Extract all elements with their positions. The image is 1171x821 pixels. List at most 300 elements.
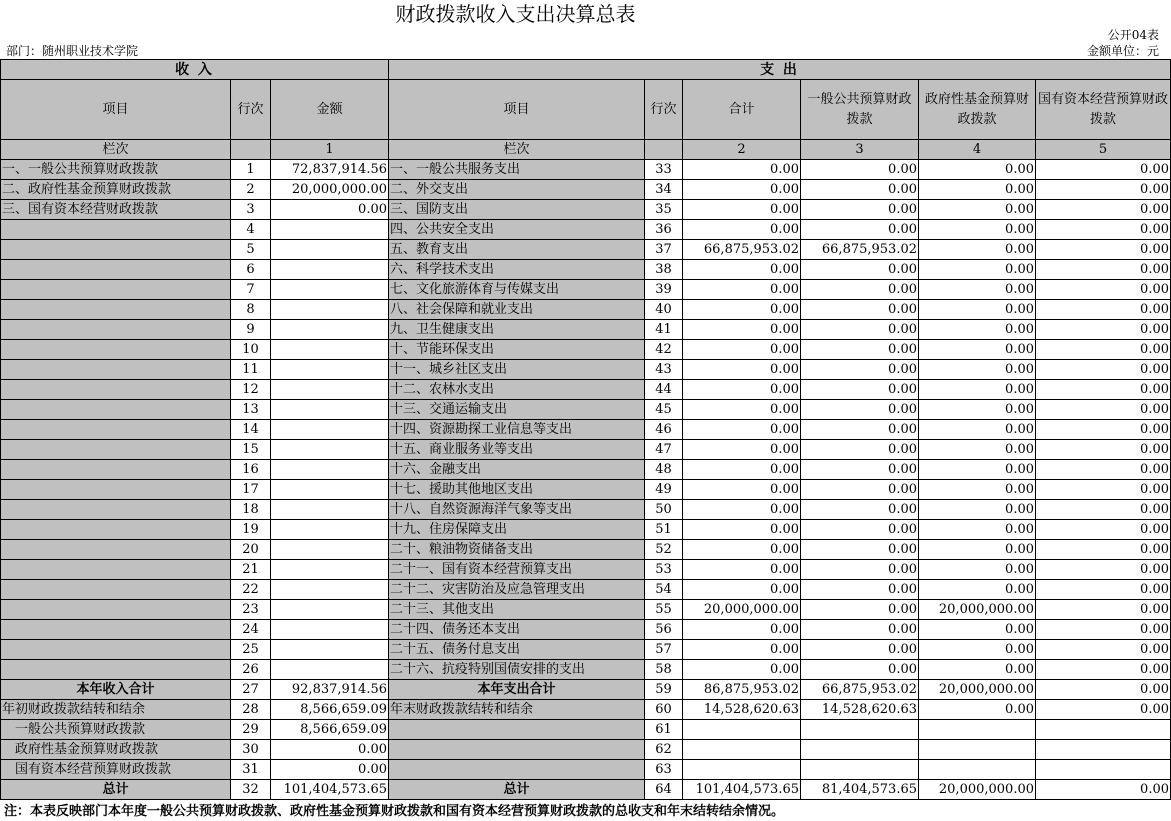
expense-item: 十九、住房保障支出 — [389, 520, 645, 540]
year-expense-state-capital: 0.00 — [1036, 680, 1171, 700]
expense-general: 0.00 — [801, 460, 919, 480]
expense-total: 0.00 — [683, 200, 801, 220]
expense-line-no: 50 — [645, 500, 683, 520]
header-item: 项目 — [1, 80, 231, 140]
income-amount — [271, 540, 389, 560]
b2-exp-no: 62 — [645, 740, 683, 760]
lan-c4: 4 — [919, 140, 1036, 160]
title-text: 财政拨款收入支出决算总表 — [395, 2, 636, 26]
blank-cell — [1036, 740, 1171, 760]
expense-item: 九、卫生健康支出 — [389, 320, 645, 340]
total-expense-state-capital: 0.00 — [1036, 780, 1171, 800]
expense-general: 0.00 — [801, 280, 919, 300]
expense-item: 十一、城乡社区支出 — [389, 360, 645, 380]
expense-line-no: 46 — [645, 420, 683, 440]
income-item — [1, 620, 231, 640]
expense-item: 四、公共安全支出 — [389, 220, 645, 240]
income-line-no: 8 — [231, 300, 271, 320]
table-row — [1, 320, 1171, 340]
blank-cell — [919, 720, 1036, 740]
expense-item: 二十三、其他支出 — [389, 600, 645, 620]
expense-general: 0.00 — [801, 380, 919, 400]
expense-item: 十八、自然资源海洋气象等支出 — [389, 500, 645, 520]
b2-label: 政府性基金预算财政拨款 — [1, 740, 231, 760]
expense-item: 十四、资源勘探工业信息等支出 — [389, 420, 645, 440]
expense-general: 0.00 — [801, 400, 919, 420]
expense-state-capital: 0.00 — [1036, 500, 1171, 520]
expense-line-no: 41 — [645, 320, 683, 340]
total-expense-general: 81,404,573.65 — [801, 780, 919, 800]
expense-total: 0.00 — [683, 260, 801, 280]
income-amount — [271, 300, 389, 320]
end-balance-state-capital: 0.00 — [1036, 700, 1171, 720]
expense-line-no: 40 — [645, 300, 683, 320]
expense-total: 0.00 — [683, 300, 801, 320]
expense-total: 0.00 — [683, 360, 801, 380]
income-line-no: 24 — [231, 620, 271, 640]
income-amount — [271, 240, 389, 260]
total-expense-total: 101,404,573.65 — [683, 780, 801, 800]
lan-label-2: 栏次 — [389, 140, 645, 160]
income-amount — [271, 280, 389, 300]
income-line-no: 12 — [231, 380, 271, 400]
expense-gov-fund: 0.00 — [919, 640, 1036, 660]
header-line-no: 行次 — [231, 80, 271, 140]
begin-balance-no: 28 — [231, 700, 271, 720]
expense-general: 0.00 — [801, 560, 919, 580]
expense-general: 0.00 — [801, 300, 919, 320]
expense-general: 0.00 — [801, 660, 919, 680]
income-item — [1, 300, 231, 320]
expense-gov-fund: 0.00 — [919, 220, 1036, 240]
table-row — [1, 340, 1171, 360]
expense-general: 0.00 — [801, 180, 919, 200]
expense-total: 20,000,000.00 — [683, 600, 801, 620]
b2-no: 30 — [231, 740, 271, 760]
expense-total: 0.00 — [683, 400, 801, 420]
income-amount — [271, 420, 389, 440]
header-total: 合计 — [683, 80, 801, 140]
income-item — [1, 520, 231, 540]
expense-gov-fund: 0.00 — [919, 440, 1036, 460]
expense-item: 十三、交通运输支出 — [389, 400, 645, 420]
expense-total: 0.00 — [683, 160, 801, 180]
income-amount — [271, 480, 389, 500]
income-amount — [271, 220, 389, 240]
expense-gov-fund: 0.00 — [919, 460, 1036, 480]
table-row — [1, 500, 1171, 520]
expense-total: 0.00 — [683, 320, 801, 340]
expense-general: 0.00 — [801, 640, 919, 660]
expense-state-capital: 0.00 — [1036, 280, 1171, 300]
expense-state-capital: 0.00 — [1036, 380, 1171, 400]
expense-gov-fund: 0.00 — [919, 480, 1036, 500]
end-balance-gov-fund: 0.00 — [919, 700, 1036, 720]
end-balance-label: 年末财政拨款结转和结余 — [389, 700, 645, 720]
table-row — [1, 400, 1171, 420]
expense-state-capital: 0.00 — [1036, 580, 1171, 600]
income-line-no: 22 — [231, 580, 271, 600]
income-item — [1, 380, 231, 400]
expense-line-no: 52 — [645, 540, 683, 560]
expense-line-no: 56 — [645, 620, 683, 640]
income-item — [1, 600, 231, 620]
expense-item: 二十二、灾害防治及应急管理支出 — [389, 580, 645, 600]
total-expense-label: 总计 — [389, 780, 645, 800]
blank-cell — [801, 740, 919, 760]
expense-gov-fund: 0.00 — [919, 280, 1036, 300]
b3-no: 31 — [231, 760, 271, 780]
income-amount — [271, 260, 389, 280]
section-income: 收 入 — [1, 60, 389, 80]
lan-blank — [231, 140, 271, 160]
expense-line-no: 54 — [645, 580, 683, 600]
income-item — [1, 280, 231, 300]
expense-line-no: 51 — [645, 520, 683, 540]
income-line-no: 5 — [231, 240, 271, 260]
income-item — [1, 320, 231, 340]
table-row — [1, 600, 1171, 620]
income-amount — [271, 620, 389, 640]
income-line-no: 4 — [231, 220, 271, 240]
year-expense-total: 86,875,953.02 — [683, 680, 801, 700]
lan-c3: 3 — [801, 140, 919, 160]
blank-cell — [919, 740, 1036, 760]
table-row — [1, 200, 1171, 220]
b3-label: 国有资本经营预算财政拨款 — [1, 760, 231, 780]
blank-cell — [683, 760, 801, 780]
column-header-row — [1, 80, 1171, 140]
expense-gov-fund: 0.00 — [919, 380, 1036, 400]
expense-line-no: 36 — [645, 220, 683, 240]
year-expense-no: 59 — [645, 680, 683, 700]
amount-unit-label: 金额单位：元 — [1086, 44, 1159, 58]
expense-item: 三、国防支出 — [389, 200, 645, 220]
section-expense: 支 出 — [389, 60, 1171, 80]
expense-state-capital: 0.00 — [1036, 400, 1171, 420]
table-row — [1, 280, 1171, 300]
table-row — [1, 180, 1171, 200]
expense-general: 66,875,953.02 — [801, 240, 919, 260]
expense-item: 二、外交支出 — [389, 180, 645, 200]
expense-line-no: 47 — [645, 440, 683, 460]
income-item — [1, 360, 231, 380]
expense-item: 十二、农林水支出 — [389, 380, 645, 400]
expense-total: 0.00 — [683, 220, 801, 240]
expense-state-capital: 0.00 — [1036, 320, 1171, 340]
blank-cell — [801, 720, 919, 740]
header-exp-line-no: 行次 — [645, 80, 683, 140]
year-expense-label: 本年支出合计 — [389, 680, 645, 700]
expense-general: 0.00 — [801, 260, 919, 280]
expense-state-capital: 0.00 — [1036, 420, 1171, 440]
year-income-no: 27 — [231, 680, 271, 700]
income-amount — [271, 560, 389, 580]
income-amount — [271, 500, 389, 520]
income-item — [1, 580, 231, 600]
income-item — [1, 660, 231, 680]
income-amount — [271, 320, 389, 340]
form-number: 公开04表 — [1107, 28, 1159, 42]
header-amount: 金额 — [271, 80, 389, 140]
blank-cell — [683, 740, 801, 760]
income-item — [1, 460, 231, 480]
expense-gov-fund: 0.00 — [919, 360, 1036, 380]
income-amount — [271, 660, 389, 680]
expense-general: 0.00 — [801, 500, 919, 520]
year-expense-general: 66,875,953.02 — [801, 680, 919, 700]
table-row — [1, 520, 1171, 540]
expense-state-capital: 0.00 — [1036, 200, 1171, 220]
begin-balance-amount: 8,566,659.09 — [271, 700, 389, 720]
income-amount — [271, 340, 389, 360]
table-row — [1, 220, 1171, 240]
expense-line-no: 35 — [645, 200, 683, 220]
expense-state-capital: 0.00 — [1036, 260, 1171, 280]
table-row — [1, 420, 1171, 440]
expense-line-no: 45 — [645, 400, 683, 420]
table-row — [1, 260, 1171, 280]
expense-gov-fund: 0.00 — [919, 420, 1036, 440]
expense-item: 一、一般公共服务支出 — [389, 160, 645, 180]
header-general: 一般公共预算财政拨款 — [801, 80, 919, 140]
carryover-general-row — [1, 720, 1171, 740]
blank-cell — [919, 760, 1036, 780]
expense-total: 0.00 — [683, 380, 801, 400]
expense-state-capital: 0.00 — [1036, 180, 1171, 200]
income-amount — [271, 360, 389, 380]
income-amount — [271, 440, 389, 460]
expense-total: 0.00 — [683, 520, 801, 540]
income-item — [1, 540, 231, 560]
expense-item: 十七、援助其他地区支出 — [389, 480, 645, 500]
income-line-no: 11 — [231, 360, 271, 380]
expense-general: 0.00 — [801, 440, 919, 460]
expense-item: 十、节能环保支出 — [389, 340, 645, 360]
expense-general: 0.00 — [801, 540, 919, 560]
income-line-no: 18 — [231, 500, 271, 520]
begin-balance-label: 年初财政拨款结转和结余 — [1, 700, 231, 720]
expense-line-no: 37 — [645, 240, 683, 260]
expense-total: 0.00 — [683, 540, 801, 560]
expense-state-capital: 0.00 — [1036, 600, 1171, 620]
income-amount — [271, 640, 389, 660]
income-item — [1, 500, 231, 520]
income-line-no: 10 — [231, 340, 271, 360]
income-line-no: 21 — [231, 560, 271, 580]
income-item — [1, 640, 231, 660]
expense-line-no: 49 — [645, 480, 683, 500]
income-line-no: 23 — [231, 600, 271, 620]
end-balance-total: 14,528,620.63 — [683, 700, 801, 720]
lan-blank-2 — [645, 140, 683, 160]
carryover-gov-fund-row — [1, 740, 1171, 760]
income-amount — [271, 400, 389, 420]
b3-exp-no: 63 — [645, 760, 683, 780]
expense-gov-fund: 0.00 — [919, 260, 1036, 280]
expense-state-capital: 0.00 — [1036, 460, 1171, 480]
income-line-no: 1 — [231, 160, 271, 180]
income-line-no: 26 — [231, 660, 271, 680]
expense-gov-fund: 0.00 — [919, 400, 1036, 420]
footnote: 注：本表反映部门本年度一般公共预算财政拨款、政府性基金预算财政拨款和国有资本经营预算财政拨款的总收支和年末结转结余情况。 — [4, 804, 785, 819]
total-expense-no: 64 — [645, 780, 683, 800]
income-amount — [271, 460, 389, 480]
expense-gov-fund: 0.00 — [919, 300, 1036, 320]
budget-summary-table — [0, 59, 1171, 800]
expense-state-capital: 0.00 — [1036, 440, 1171, 460]
table-row — [1, 440, 1171, 460]
expense-gov-fund: 0.00 — [919, 540, 1036, 560]
b2-exp-blank — [389, 740, 645, 760]
expense-state-capital: 0.00 — [1036, 220, 1171, 240]
b1-exp-blank — [389, 720, 645, 740]
expense-total: 0.00 — [683, 560, 801, 580]
expense-line-no: 53 — [645, 560, 683, 580]
total-income-no: 32 — [231, 780, 271, 800]
table-row — [1, 380, 1171, 400]
expense-state-capital: 0.00 — [1036, 660, 1171, 680]
expense-total: 66,875,953.02 — [683, 240, 801, 260]
blank-cell — [1036, 760, 1171, 780]
b3-exp-blank — [389, 760, 645, 780]
expense-general: 0.00 — [801, 520, 919, 540]
table-row — [1, 580, 1171, 600]
expense-state-capital: 0.00 — [1036, 160, 1171, 180]
expense-gov-fund: 20,000,000.00 — [919, 600, 1036, 620]
total-income-amount: 101,404,573.65 — [271, 780, 389, 800]
expense-line-no: 39 — [645, 280, 683, 300]
expense-gov-fund: 0.00 — [919, 240, 1036, 260]
income-item — [1, 240, 231, 260]
grand-total-row — [1, 780, 1171, 800]
expense-total: 0.00 — [683, 500, 801, 520]
expense-state-capital: 0.00 — [1036, 540, 1171, 560]
expense-total: 0.00 — [683, 620, 801, 640]
year-expense-gov-fund: 20,000,000.00 — [919, 680, 1036, 700]
lan-c5: 5 — [1036, 140, 1171, 160]
expense-total: 0.00 — [683, 420, 801, 440]
table-row — [1, 480, 1171, 500]
income-line-no: 6 — [231, 260, 271, 280]
expense-item: 二十、粮油物资储备支出 — [389, 540, 645, 560]
income-item — [1, 480, 231, 500]
expense-gov-fund: 0.00 — [919, 580, 1036, 600]
expense-line-no: 48 — [645, 460, 683, 480]
b1-no: 29 — [231, 720, 271, 740]
table-row — [1, 360, 1171, 380]
table-row — [1, 460, 1171, 480]
expense-state-capital: 0.00 — [1036, 300, 1171, 320]
expense-general: 0.00 — [801, 620, 919, 640]
income-line-no: 25 — [231, 640, 271, 660]
table-row — [1, 240, 1171, 260]
table-row — [1, 540, 1171, 560]
expense-general: 0.00 — [801, 200, 919, 220]
expense-general: 0.00 — [801, 220, 919, 240]
income-item — [1, 420, 231, 440]
expense-item: 八、社会保障和就业支出 — [389, 300, 645, 320]
b3-amount: 0.00 — [271, 760, 389, 780]
income-line-no: 19 — [231, 520, 271, 540]
lan-label: 栏次 — [1, 140, 231, 160]
expense-gov-fund: 0.00 — [919, 560, 1036, 580]
header-state-capital: 国有资本经营预算财政拨款 — [1036, 80, 1171, 140]
table-row — [1, 160, 1171, 180]
income-item — [1, 440, 231, 460]
expense-general: 0.00 — [801, 600, 919, 620]
expense-state-capital: 0.00 — [1036, 240, 1171, 260]
expense-state-capital: 0.00 — [1036, 620, 1171, 640]
expense-general: 0.00 — [801, 580, 919, 600]
total-income-label: 总计 — [1, 780, 231, 800]
expense-line-no: 34 — [645, 180, 683, 200]
income-line-no: 3 — [231, 200, 271, 220]
income-line-no: 7 — [231, 280, 271, 300]
expense-general: 0.00 — [801, 340, 919, 360]
expense-line-no: 55 — [645, 600, 683, 620]
table-row — [1, 620, 1171, 640]
expense-state-capital: 0.00 — [1036, 360, 1171, 380]
expense-general: 0.00 — [801, 480, 919, 500]
section-header-row — [1, 60, 1171, 80]
table-row — [1, 560, 1171, 580]
expense-total: 0.00 — [683, 480, 801, 500]
expense-item: 五、教育支出 — [389, 240, 645, 260]
lan-c1: 1 — [271, 140, 389, 160]
expense-item: 十六、金融支出 — [389, 460, 645, 480]
income-item — [1, 260, 231, 280]
blank-cell — [801, 760, 919, 780]
expense-total: 0.00 — [683, 340, 801, 360]
expense-state-capital: 0.00 — [1036, 640, 1171, 660]
income-item — [1, 340, 231, 360]
blank-cell — [683, 720, 801, 740]
expense-item: 十五、商业服务业等支出 — [389, 440, 645, 460]
income-item: 二、政府性基金预算财政拨款 — [1, 180, 231, 200]
expense-gov-fund: 0.00 — [919, 520, 1036, 540]
income-amount: 20,000,000.00 — [271, 180, 389, 200]
income-item: 一、一般公共预算财政拨款 — [1, 160, 231, 180]
expense-line-no: 42 — [645, 340, 683, 360]
expense-general: 0.00 — [801, 360, 919, 380]
expense-line-no: 44 — [645, 380, 683, 400]
expense-total: 0.00 — [683, 460, 801, 480]
expense-item: 六、科学技术支出 — [389, 260, 645, 280]
department-label: 部门：随州职业技术学院 — [6, 44, 139, 58]
expense-line-no: 43 — [645, 360, 683, 380]
expense-gov-fund: 0.00 — [919, 180, 1036, 200]
expense-general: 0.00 — [801, 320, 919, 340]
expense-total: 0.00 — [683, 580, 801, 600]
table-row — [1, 660, 1171, 680]
expense-total: 0.00 — [683, 180, 801, 200]
expense-line-no: 38 — [645, 260, 683, 280]
column-index-row — [1, 140, 1171, 160]
expense-state-capital: 0.00 — [1036, 480, 1171, 500]
income-item — [1, 400, 231, 420]
b2-amount: 0.00 — [271, 740, 389, 760]
expense-general: 0.00 — [801, 160, 919, 180]
b1-label: 一般公共预算财政拨款 — [1, 720, 231, 740]
expense-line-no: 57 — [645, 640, 683, 660]
expense-item: 七、文化旅游体育与传媒支出 — [389, 280, 645, 300]
expense-item: 二十四、债务还本支出 — [389, 620, 645, 640]
header-gov-fund: 政府性基金预算财政拨款 — [919, 80, 1036, 140]
income-item — [1, 560, 231, 580]
income-amount — [271, 600, 389, 620]
header-exp-item: 项目 — [389, 80, 645, 140]
